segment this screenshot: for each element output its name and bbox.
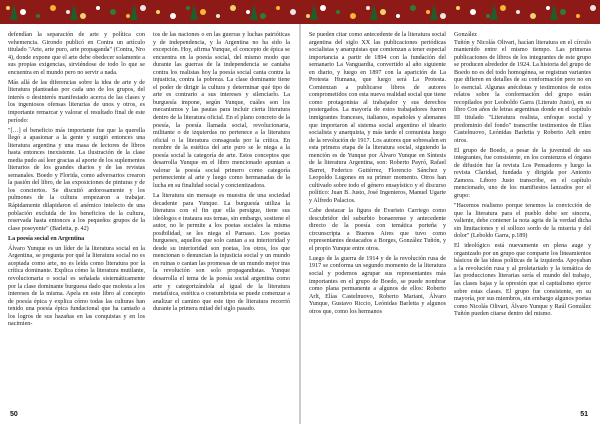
christmas-ornament-banner (0, 0, 600, 24)
ornament-dot (320, 5, 326, 11)
right-page (301, 24, 600, 424)
ornament-dot (546, 6, 550, 10)
ornament-dot (530, 13, 536, 19)
ornament-dot (156, 10, 160, 14)
section-heading: La poesía social en Argentina (8, 235, 85, 242)
ornament-dot (470, 9, 476, 15)
ornament-dot (440, 13, 446, 19)
ornament-dot (516, 10, 520, 14)
ornament-dot (350, 13, 356, 19)
left-column-2 (153, 32, 290, 331)
ornament-dot (186, 6, 190, 10)
ornament-dot (6, 6, 10, 10)
ornament-dot (306, 14, 310, 18)
ornament-dot (500, 5, 506, 11)
ornament-dot (276, 6, 280, 10)
ornament-dot (560, 9, 566, 15)
ornament-dot (110, 9, 116, 15)
ornament-dot (336, 10, 340, 14)
right-column-2 (454, 32, 591, 321)
ornament-dot (426, 10, 430, 14)
ornament-dot (200, 9, 206, 15)
ornament-dot (576, 14, 580, 18)
ornament-dot (36, 14, 40, 18)
ornament-dot (80, 13, 86, 19)
ornament-dot (230, 5, 236, 11)
paragraph: Más allá de las diferencias sobre la idea de arte y de literatura planteadas por cada uno de los grupos, del interés o desinterés manifestado acerca de las clases y los ingeniosos ofensas literarias de unos y otros, es importante remarcar y valorar el resultado final de este período: (8, 79, 145, 124)
paragraph: defendían la separación de arte y política con vehemencia. Girondo publicó en Contra un artículo titulado "Arte, arte puro, arte propaganda" (Contra, Nro 4), donde expone que el arte debe obedecer solamente a sus propias exigencias, sirviéndose de todo lo que se encuentra en el mundo pero no servir a nada. (8, 32, 145, 76)
paragraph: Tuñón y Nicolás Olivari, hacían literatura en el círculo mantenido entre el mismo tiempo. Las primeras publicaciones de libros de los integrantes de este grupo se producen alrededor de 1924. La historia del grupo de Boedo no es del todo homogénea, se registran variantes que difieren en detalles de su conformación pero no en lo esencial. Algunas anécdotas y testimonios de estos relatos sobre la conformación del grupo están recopilados por Leoboldo Garra (Literato Justo), en su libro Con años de letras argentinas donde en el capítulo III titulado "Literatura realista, enfoque social y predominio del fondo" transcribe testimonios de Elías Castelnuovo, Leónidas Barletta y Roberto Arlt entre otros. (454, 39, 591, 144)
ornament-dot (410, 5, 416, 11)
ornament-dot (396, 14, 400, 18)
ornament-dot (246, 10, 250, 14)
paragraph: Se pueden citar como antecedente de la literatura social argentina del siglo XX las publicaciones periódicas socialistas y anarquistas que comienzan a tener especial importancia a partir de 1894 con la fundación del semanario La Vanguardia, convertido al año siguiente en diario, y luego en 1897 con la aparición de La Protesta Humana, que luego será La Protesta. Comienzan a publicarse libros de autores comprometidos con esta nueva realidad social que tiene como protagonista al trabajador y sus derechos postergados. La mayoría de estos trabajadores fueron inmigrantes franceses, italianos, españoles y alemanes que importaron al sistema social argentino el ideario socialista y anarquista, y más tarde el comunista luego de la revolución de 1917. Los autores que sobresalen en esta primera etapa de la literatura social, siguiendo la mención es de Yunque por Álvaro Yunque en Síntesis de la literatura Argentina, son: Roberto Payró, Rafael Barret, Federico Gutiérrez, Florencio Sánchez y Leopoldo Lugones en su primer momento. Otros han cultivado sobre todo el género ensayístico y el discurso político: Juan B. Justo, José Ingenieros, Manuel Ugarte y Alfredo Palacios. (309, 32, 446, 205)
quote-paragraph: "Hacemos realismo porque tenemos la convicción de que la literatura para el pueblo debe ser sincera, valiente, debe contener la nota agria de la verdad dicha sin limitaciones y el sollozo sordo de la miseria y del dolor" (Leboldo Garra, p.189) (454, 203, 591, 240)
ornament-dot (216, 14, 220, 18)
page-number: 50 (10, 411, 18, 418)
ornament-dot (486, 14, 490, 18)
ornament-dot (66, 10, 70, 14)
paragraph: Álvaro Yunque es un líder de la literatura social en la Argentina, se pregunta por qué la literatura social no es aceptada como arte, no es leída como literatura por la crítica dominante. Explica cómo la literatura mutilante, revolucionaria o social es señalada sistemáticamente por la clase dominante burguesa dado que molesta a los intereses de la misma. Apela en este libro al concepto de poesía épica y explica cómo todas las culturas han tenido una poesía épica fundacional que ha cantado a los logros de sus hazañas en las conquistas y en los nacimien- (8, 245, 145, 328)
paragraph: El ideológico está nuevamente en plena auge y organizado por un grupo que comparte los lineamientos básicos de las ideas políticas de la izquierda. Apoyaban a la revolución rusa y al proletariado y la temática de las producciones literarias sería el mundo del trabajo, las clases bajas y la opresión que el capitalismo ejerce sobre estas clases. El grupo fue consistente, en su mayoría, por sus miembros, sin embargo algunos poetas como Nicolás Olivari, Álvaro Yunque y Raúl González Tuñón pueden citarse dentro del mismo. (454, 243, 591, 318)
ornament-dot (20, 9, 26, 15)
ornament-dot (366, 6, 370, 10)
left-page (0, 24, 299, 424)
paragraph: El grupo de Boedo, a pesar de la juventud de sus integrantes, fue consistente, en los comienzos el órgano de difusión fue la revista Los Pensadores y luego la revista Claridad, fundada y dirigida por Antonio Zamora. Liboro Justo transcribe, en el capítulo mencionado, uno de los manifiestos lanzados por el grupo: (454, 147, 591, 199)
ornament-dot (50, 5, 56, 11)
ornament-dot (96, 6, 100, 10)
decorative-banner (0, 0, 600, 24)
ornament-dot (590, 5, 596, 11)
left-column-1 (8, 32, 145, 331)
right-column-1 (309, 32, 446, 321)
left-page-columns (8, 32, 291, 331)
ornament-dot (170, 13, 176, 19)
ornament-dot (290, 9, 296, 15)
paragraph: tos de las naciones o en las guerras y luchas patrióticas y de independencia, y la Argentina no ha sido la excepción. Hoy, afirma Yunque, el concepto de épica se encuentra en la poesía social, del mismo modo que durante las guerras de la independencia se cantaba contra los realistas hoy la poesía social canta contra la injusticia, contra la pobreza. La clase dominante tiene el poder de dirigir la cultura y determinar qué tipo de arte es contrario a sus intereses y silenciarlo. La burguesía impone, según Yunque, cuáles son los mecanismos y las pautas para incluir cierta literatura dentro de la literatura oficial. En el plano concreto de la poesía, la poesía llamada social, revolucionaria, militante o de izquierdas no pertenece a la literatura oficial o la literatura consagrada por la crítica. En nombre de la estética del arte puro se le niega a la poesía social la categoría de arte. Estos conceptos que desarrolla Yunque en el libro mencionado apuntan a valorar la poesía social primero como categoría perteneciente al arte y luego como hermanadas de la lucha en su finalidad social y concientizadora. (153, 32, 290, 189)
paragraph: La literatura sin mensaje es muestra de una sociedad decadente para Yunque. La burguesía utiliza la literatura con el fin que ella persigue, tiene sus ideólogos e instaura sus temas, sin embargo, sostiene el autor, no le permite a los poetas sociales la misma posibilidad, se les niega el Parnaso. Los poetas burgueses, aquellos que solo cantan a su interioridad y desde su interioridad son poetas, los otros, los que mencionan o denuncian la injusticia social y un mundo en ruinas o cantan las promesas de un mundo mejor tras la revolución son solo propagandistas. Yunque desarrolla el tema de la poesía social argentina como arte y categorizándola al igual de la literatura metafísica, estética o costumbrista se puede comenzar a analizar el camino que este tipo de literatura recorrió durante la primera mitad del siglo pasado. (153, 192, 290, 313)
ornament-dot (126, 14, 130, 18)
ornament-dot (260, 13, 266, 19)
quote-paragraph: "[…] el beneficio más importante fue que la querella llegó a apasionar a la gente y surgió entonces una literatura argentina y una masa de lectores de libros hasta entonces inexistente. La ilustración de la clase media pudo así leer gracias al aporte de los suplementos literarios de los grandes diarios y de las revistas semanales. Boedo y Florida, como adversarios crearon la pasión del libro, de las exposiciones de pinturas y de los conciertos. Se discutió ardorosamente y los pulmones de la cultura empezaron a trabajar. Rápidamente dilapidaron el anémico intelecto de una población excluida de los beneficios de la cultura, reservada hasta entonces a los pequeños grupos de la clase poseyente" (Barletta, p. 42) (8, 127, 145, 232)
ornament-dot (380, 9, 386, 15)
right-page-columns (309, 32, 592, 321)
page-number: 51 (580, 411, 588, 418)
ornament-dot (456, 6, 460, 10)
paragraph: Luego de la guerra de 1914 y de la revolución rusa de 1917 se conforma un segundo momento de la literatura social y podemos agrupar sus representantes más importantes en el grupo de Boedo, se puede nombrar como plana permanente a algunos de ellos: Roberto Arlt, Elías Castelnuovo, Roberto Mariani, Álvaro Yunque, Gustavo Riccio, Leónidas Barletta y algunos otros que, como los hermanos (309, 255, 446, 315)
ornament-dot (140, 5, 146, 11)
book-spread (0, 24, 600, 424)
paragraph-continuation: González (454, 32, 478, 38)
paragraph: Cabe destacar la figura de Evaristo Carriego como descubridor del suburbio bonaerense y antecedente directo de la poesía con temática porteña y circunscripta a Buenos Aires que tuvo como representantes destacados a Borges, González Tuñón, y el propio Yunque entre otros. (309, 208, 446, 252)
